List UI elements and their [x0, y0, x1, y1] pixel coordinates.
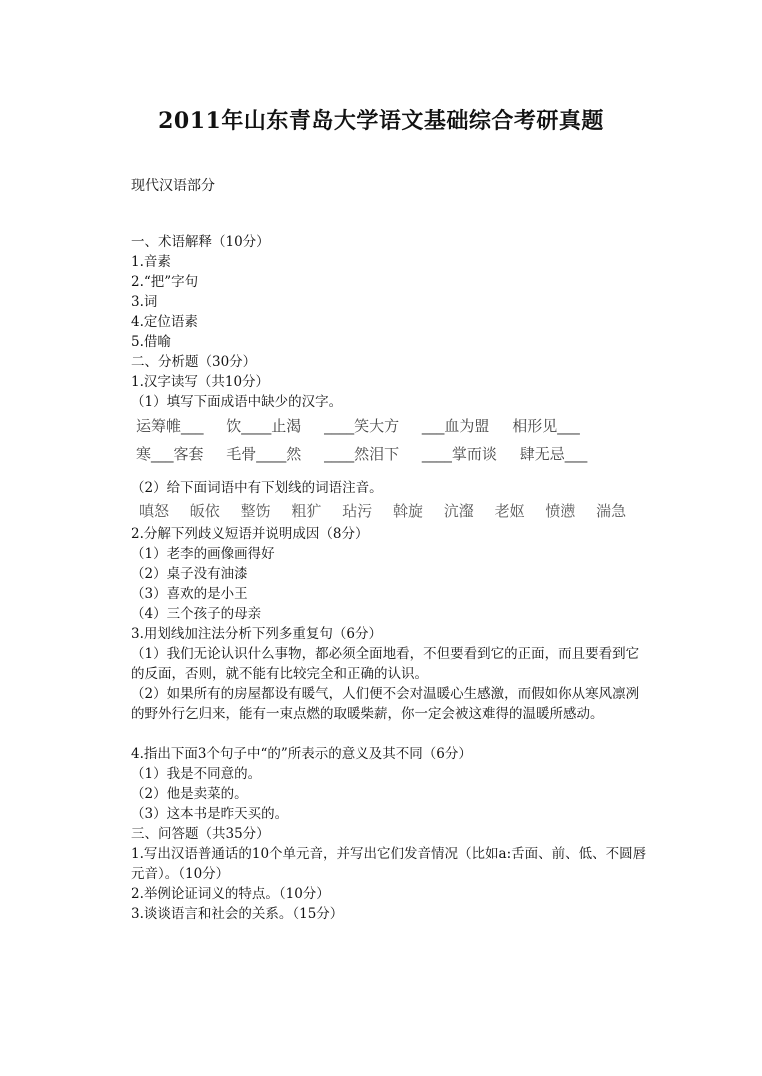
question-heading: 2.分解下列歧义短语并说明成因（8分） — [131, 526, 369, 542]
de-sentence: （3）这本书是昨天买的。 — [131, 806, 289, 822]
idiom-item: 相形见___ — [512, 417, 580, 435]
page-title: 2011年山东青岛大学语文基础综合考研真题 — [158, 108, 604, 134]
term-item: 3.词 — [131, 294, 158, 310]
pinyin-word: 玷污 — [342, 502, 373, 520]
ambiguity-item: （2）桌子没有油漆 — [131, 566, 248, 582]
de-sentence: （1）我是不同意的。 — [131, 766, 262, 782]
complex-sentence: （2）如果所有的房屋都设有暖气，人们便不会对温暖心生感激，而假如你从寒风凛冽的野外行乞归来，能有一束点燃的取暖柴薪，你一定会被这难得的温暖所感动。 — [131, 686, 640, 722]
idiom-item: 寒___客套 — [136, 445, 204, 463]
idiom-row — [131, 412, 651, 440]
pinyin-word: 斡旋 — [392, 502, 423, 520]
part2-heading: 二、分析题（30分） — [131, 354, 257, 370]
idiom-item: ____笑大方 — [324, 417, 400, 435]
complex-sentence: （1）我们无论认识什么事物，都必须全面地看，不但要看到它的正面，而且要看到它的反面，否则，就不能有比较完全和正确的认识。 — [131, 646, 640, 682]
question-heading: 4.指出下面3个句子中“的”所表示的意义及其不同（6分） — [131, 746, 472, 762]
idiom-item: 毛骨____然 — [226, 445, 302, 463]
sub-question: （2）给下面词语中有下划线的词语注音。 — [131, 480, 383, 496]
idiom-row — [131, 440, 651, 468]
term-item: 5.借喻 — [131, 334, 171, 350]
exam-body — [131, 232, 651, 924]
part1-heading: 一、术语解释（10分） — [131, 234, 270, 250]
term-item: 2.“把”字句 — [131, 274, 199, 290]
pinyin-word-row — [131, 498, 651, 524]
essay-question: 1.写出汉语普通话的10个单元音，并写出它们发音情况（比如a:舌面、前、低、不圆唇元音）。（10分） — [131, 846, 647, 882]
ambiguity-item: （4）三个孩子的母亲 — [131, 606, 262, 622]
pinyin-word: 沆瀣 — [443, 502, 474, 520]
question-heading: 1.汉字读写（共10分） — [131, 374, 270, 390]
term-item: 1.音素 — [131, 254, 171, 270]
pinyin-word: 整饬 — [240, 502, 271, 520]
idiom-grid — [131, 412, 651, 468]
idiom-item: 饮____止渴 — [226, 417, 302, 435]
idiom-item: ____然泪下 — [324, 445, 400, 463]
essay-question: 2.举例论证词义的特点。（10分） — [131, 886, 330, 902]
idiom-item: ____掌而谈 — [421, 445, 497, 463]
idiom-item: ___血为盟 — [421, 417, 490, 435]
de-sentence: （2）他是卖菜的。 — [131, 786, 248, 802]
pinyin-word: 愤懑 — [545, 502, 576, 520]
idiom-item: 肆无忌___ — [519, 445, 588, 463]
section-label: 现代汉语部分 — [131, 178, 215, 194]
ambiguity-item: （3）喜欢的是小王 — [131, 586, 248, 602]
pinyin-word: 湍急 — [596, 502, 627, 520]
pinyin-word: 皈依 — [189, 502, 220, 520]
question-heading: 3.用划线加注法分析下列多重复句（6分） — [131, 626, 382, 642]
part3-heading: 三、问答题（共35分） — [131, 826, 270, 842]
pinyin-word: 老妪 — [494, 502, 525, 520]
pinyin-word: 粗犷 — [291, 502, 322, 520]
essay-question: 3.谈谈语言和社会的关系。（15分） — [131, 906, 344, 922]
ambiguity-item: （1）老李的画像画得好 — [131, 546, 275, 562]
sub-question: （1）填写下面成语中缺少的汉字。 — [131, 394, 343, 410]
idiom-item: 运筹帷___ — [136, 417, 204, 435]
term-item: 4.定位语素 — [131, 314, 198, 330]
pinyin-word: 嗔怒 — [139, 502, 170, 520]
